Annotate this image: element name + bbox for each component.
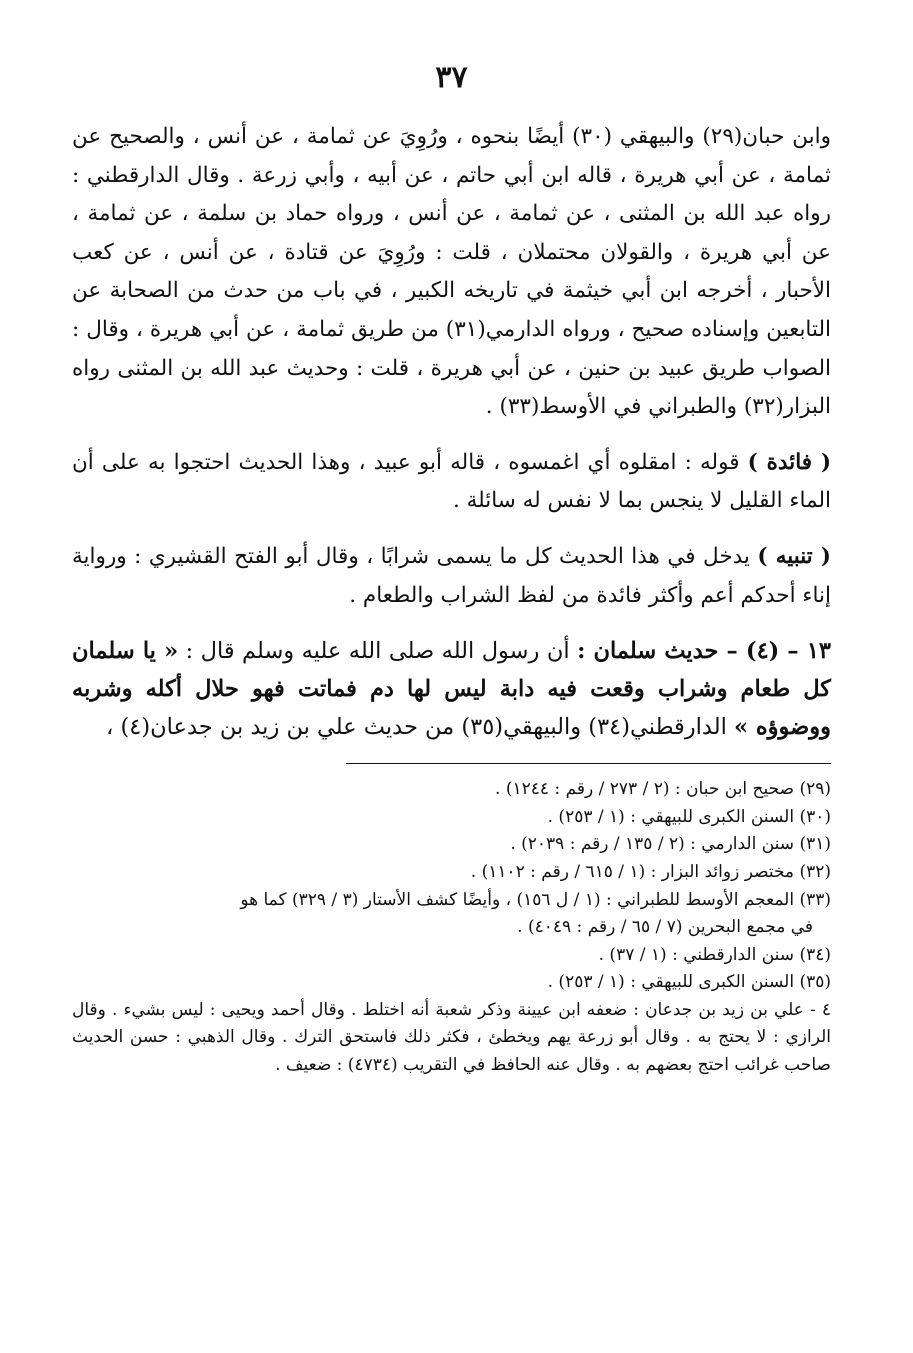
faida-label: ( فائدة ) [747,449,831,475]
footnote-29: (٢٩) صحيح ابن حبان : (٢ / ٢٧٣ / رقم : ١٢٤٤) . [495,779,831,800]
page-number: ٣٧ [435,60,468,95]
hadith-intro: أن رسول الله صلى الله عليه وسلم قال : [185,638,570,665]
paragraph-faida [72,444,831,521]
paragraph-tanbih [72,538,831,615]
hadith-sources: الدارقطني(٣٤) والبيهقي(٣٥) من حديث علي بن زيد بن جدعان(٤) ، [106,714,727,741]
footnote-divider [346,763,831,764]
footnote-33: (٣٣) المعجم الأوسط للطبراني : (١ / ل ١٥٦) ، وأيضًا كشف الأستار (٣ / ٣٢٩) كما هو [240,889,831,910]
tanbih-text: يدخل في هذا الحديث كل ما يسمى شرابًا ، وقال أبو الفتح القشيري : ورواية إناء أحدكم أعم وأكثر فائدة من لفظ الشراب والطعام . [72,543,831,608]
hadith-text: « يا سلمان كل طعام وشراب وقعت فيه دابة ليس لها دم فماتت فهو حلال أكله وشربه ووضوؤه » [72,638,831,741]
footnote-31: (٣١) سنن الدارمي : (٢ / ١٣٥ / رقم : ٢٠٣٩) . [510,834,831,855]
tanbih-label: ( تنبيه ) [757,543,831,569]
paragraph-hadith-salman [72,632,831,746]
footnote-35: (٣٥) السنن الكبرى للبيهقي : (١ / ٢٥٣) . [547,972,831,993]
footnote-33-continuation: في مجمع البحرين (٧ / ٦٥ / رقم : ٤٠٤٩) . [517,917,813,938]
paragraph-takhrij: وابن حبان(٢٩) والبيهقي (٣٠) أيضًا بنحوه ، ورُوِيَ عن ثمامة ، عن أنس ، والصحيح عن ثمامة ، عن أبي هريرة ، قاله ابن أبي حاتم ، عن أبيه ، وأبي زرعة . وقال الدارقطني : رواه عبد الله بن المثنى ، عن ثمامة ، عن أنس ، ورواه حماد بن سلمة ، عن ثمامة ، عن أبي هريرة ، والقولان محتملان ، قلت : ورُوِيَ عن قتادة ، عن أنس ، عن كعب الأحبار ، أخرجه ابن أبي خيثمة في تاريخه الكبير ، في باب من حدث من الصحابة عن التابعين وإسناده صحيح ، ورواه الدارمي(٣١) من طريق ثمامة ، عن أبي هريرة ، وقال : الصواب طريق عبيد بن حنين ، عن أبي هريرة ، قلت : وحديث عبد الله بن المثنى رواه البزار(٣٢) والطبراني في الأوسط(٣٣) . [72,124,831,420]
hadith-heading: ١٣ – (٤) – حديث سلمان : [577,638,831,665]
footnote-4-narrator: ٤ - علي بن زيد بن جدعان : ضعفه ابن عيينة وذكر شعبة أنه اختلط . وقال أحمد ويحيى : ليس بشيء . وقال الرازي : لا يحتج به . وقال أبو زرعة يهم ويخطئ ، فكثر ذلك فاستحق الترك . وقال الذهبي : حسن الحديث صاحب غرائب احتج بعضهم به . وقال عنه الحافظ في التقريب (٤٧٣٤) : ضعيف . [72,999,831,1076]
faida-text: قوله : امقلوه أي اغمسوه ، قاله أبو عبيد ، وهذا الحديث احتجوا به على أن الماء القليل لا ينجس بما لا نفس له سائلة . [72,449,831,514]
footnotes [72,776,831,1080]
footnote-32: (٣٢) مختصر زوائد البزار : (١ / ٦١٥ / رقم : ١١٠٢) . [470,861,831,882]
footnote-34: (٣٤) سنن الدارقطني : (١ / ٣٧) . [598,944,831,965]
footnote-30: (٣٠) السنن الكبرى للبيهقي : (١ / ٢٥٣) . [547,806,831,827]
